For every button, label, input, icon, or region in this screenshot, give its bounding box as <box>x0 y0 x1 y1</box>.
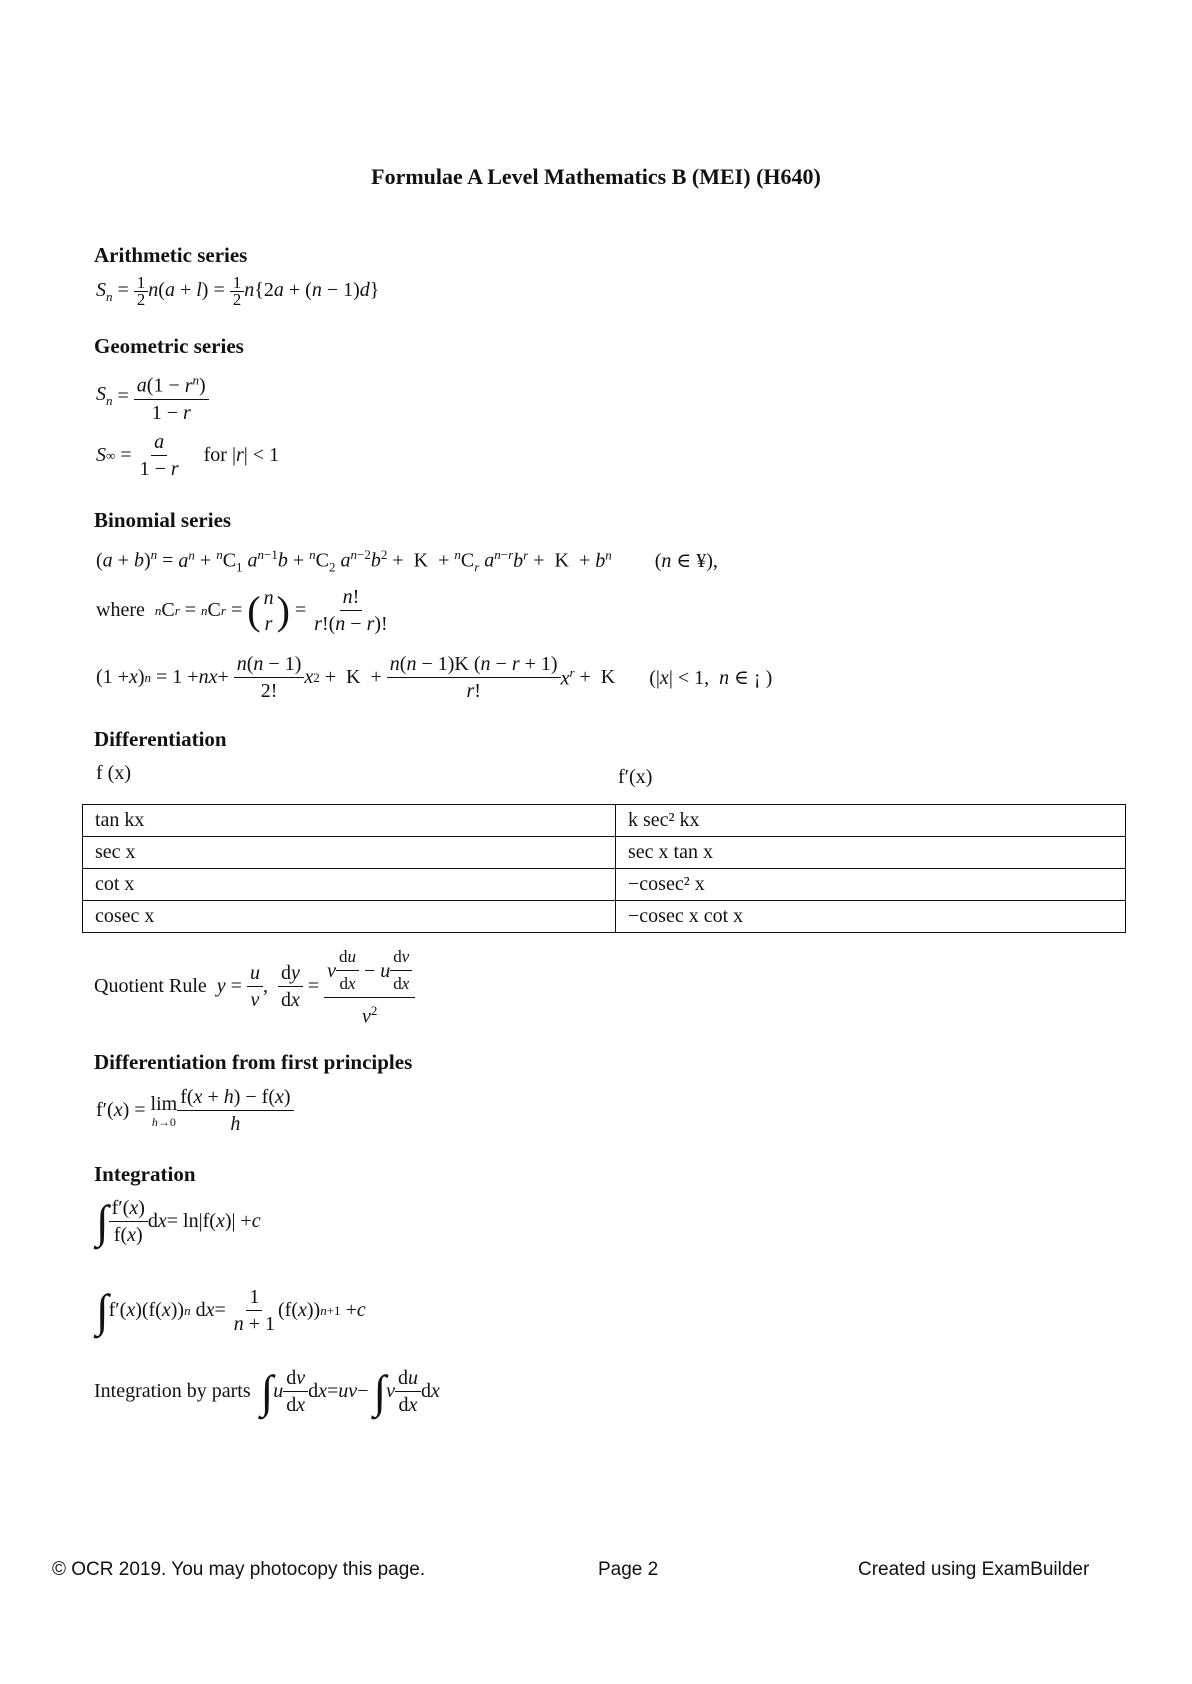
diff-derivative-cell: k sec² kx <box>616 805 1126 837</box>
integration-by-parts-label: Integration by parts <box>94 1380 251 1402</box>
table-row <box>83 837 1126 869</box>
heading-arithmetic-series: Arithmetic series <box>94 243 248 267</box>
integration-power-formula: ∫ f′( x )(f( x )) n d x = $\frac{1}{n + 1}$ (f( x )) n+1 + c <box>96 1284 366 1336</box>
diff-function-cell: cot x <box>83 869 616 901</box>
integration-by-parts-formula: Integration by parts ∫ u $\frac{dv}{dx}$ d x = uv − ∫ v $\frac{du}{dx}$ d x <box>94 1365 440 1417</box>
diff-function-cell: sec x <box>83 837 616 869</box>
table-row <box>83 805 1126 837</box>
heading-differentiation: Differentiation <box>94 727 227 751</box>
binomial-k-3: K <box>346 666 361 688</box>
diff-derivative-cell: sec x tan x <box>616 837 1126 869</box>
where-label: where <box>96 599 145 621</box>
diff-function-cell: cosec x <box>83 901 616 933</box>
diff-derivative-cell: −cosec² x <box>616 869 1126 901</box>
heading-binomial-series: Binomial series <box>94 508 232 532</box>
footer-page-number: Page 2 <box>598 1559 659 1580</box>
footer-copyright: © OCR 2019. You may photocopy this page. <box>52 1559 426 1580</box>
binomial-expansion-formula: $(a + b)^n = a^n + ^nC_1$ $a^{n-1}b + ^nC_2$ $a^{n-2}b^2 + K + ^nC_r$ $a^{n-r}b^r + K + b^n$ (n ∈ ¥), <box>96 547 718 575</box>
arithmetic-series-formula: $S_n$ = $\frac{1}{2}$ n(a + l) = $\frac{1}{2}$ n{2a + (n − 1)d} <box>96 273 380 309</box>
geometric-infinite-sum-formula: S ∞ = $\frac{a}{1 - r}$ for | r | < 1 <box>96 431 280 480</box>
diff-derivative-cell: −cosec x cot x <box>616 901 1126 933</box>
geometric-sum-formula: $S_n$ = $\frac{a(1 - r^n)}{1 - r}$ <box>96 368 209 425</box>
heading-first-principles: Differentiation from first principles <box>94 1050 413 1074</box>
heading-geometric-series: Geometric series <box>94 334 244 358</box>
diff-function-cell: tan kx <box>83 805 616 837</box>
binomial-general-formula: (1 + x ) n = 1 + nx + $\frac{n(n - 1)}{2!}$ x 2 + K + $\frac{n(n - 1)K (n - r + 1)}{r!}$ $x^r$ + K (|x| < 1, n ∈ ¡ ) <box>96 653 773 702</box>
heading-integration: Integration <box>94 1162 196 1186</box>
natural-set-symbol: ¥ <box>696 549 707 572</box>
footer-created-by: Created using ExamBuilder <box>858 1559 1090 1580</box>
page-title: Formulae A Level Mathematics B (MEI) (H640) <box>371 164 821 189</box>
binomial-k-2: K <box>554 549 569 572</box>
binomial-k-4: K <box>454 653 469 675</box>
binomial-coefficient-formula: where n C r = n C r = ( n r ) = $\frac{n!}{r!(n - r)!}$ <box>96 586 388 635</box>
differentiation-table <box>82 804 1126 933</box>
binomial-k-5: K <box>600 666 616 688</box>
lim-label: lim <box>150 1093 178 1115</box>
geometric-condition-label: for <box>203 444 227 466</box>
integration-log-formula: ∫ $\frac{f'(x)}{f(x)}$ d x = ln|f( x )| + c <box>96 1195 261 1247</box>
quotient-rule-formula: Quotient Rule y = $\frac{u}{v}$ , $\frac{dy}{dx}$ = v $\frac{du}{dx}$ − u $\frac{dv}{dx}$ $v^2$ <box>94 945 415 1029</box>
diff-col1-header: f (x) <box>96 762 131 784</box>
table-row <box>83 869 1126 901</box>
diff-col2-header: f′(x) <box>618 766 653 788</box>
real-set-symbol: ¡ <box>753 667 761 689</box>
first-principles-formula: f′( x ) = lim h→0 $\frac{f(x + h) - f(x)}{h}$ <box>96 1085 294 1136</box>
table-row <box>83 901 1126 933</box>
binomial-k-1: K <box>413 549 429 572</box>
quotient-rule-label: Quotient Rule <box>94 975 207 998</box>
